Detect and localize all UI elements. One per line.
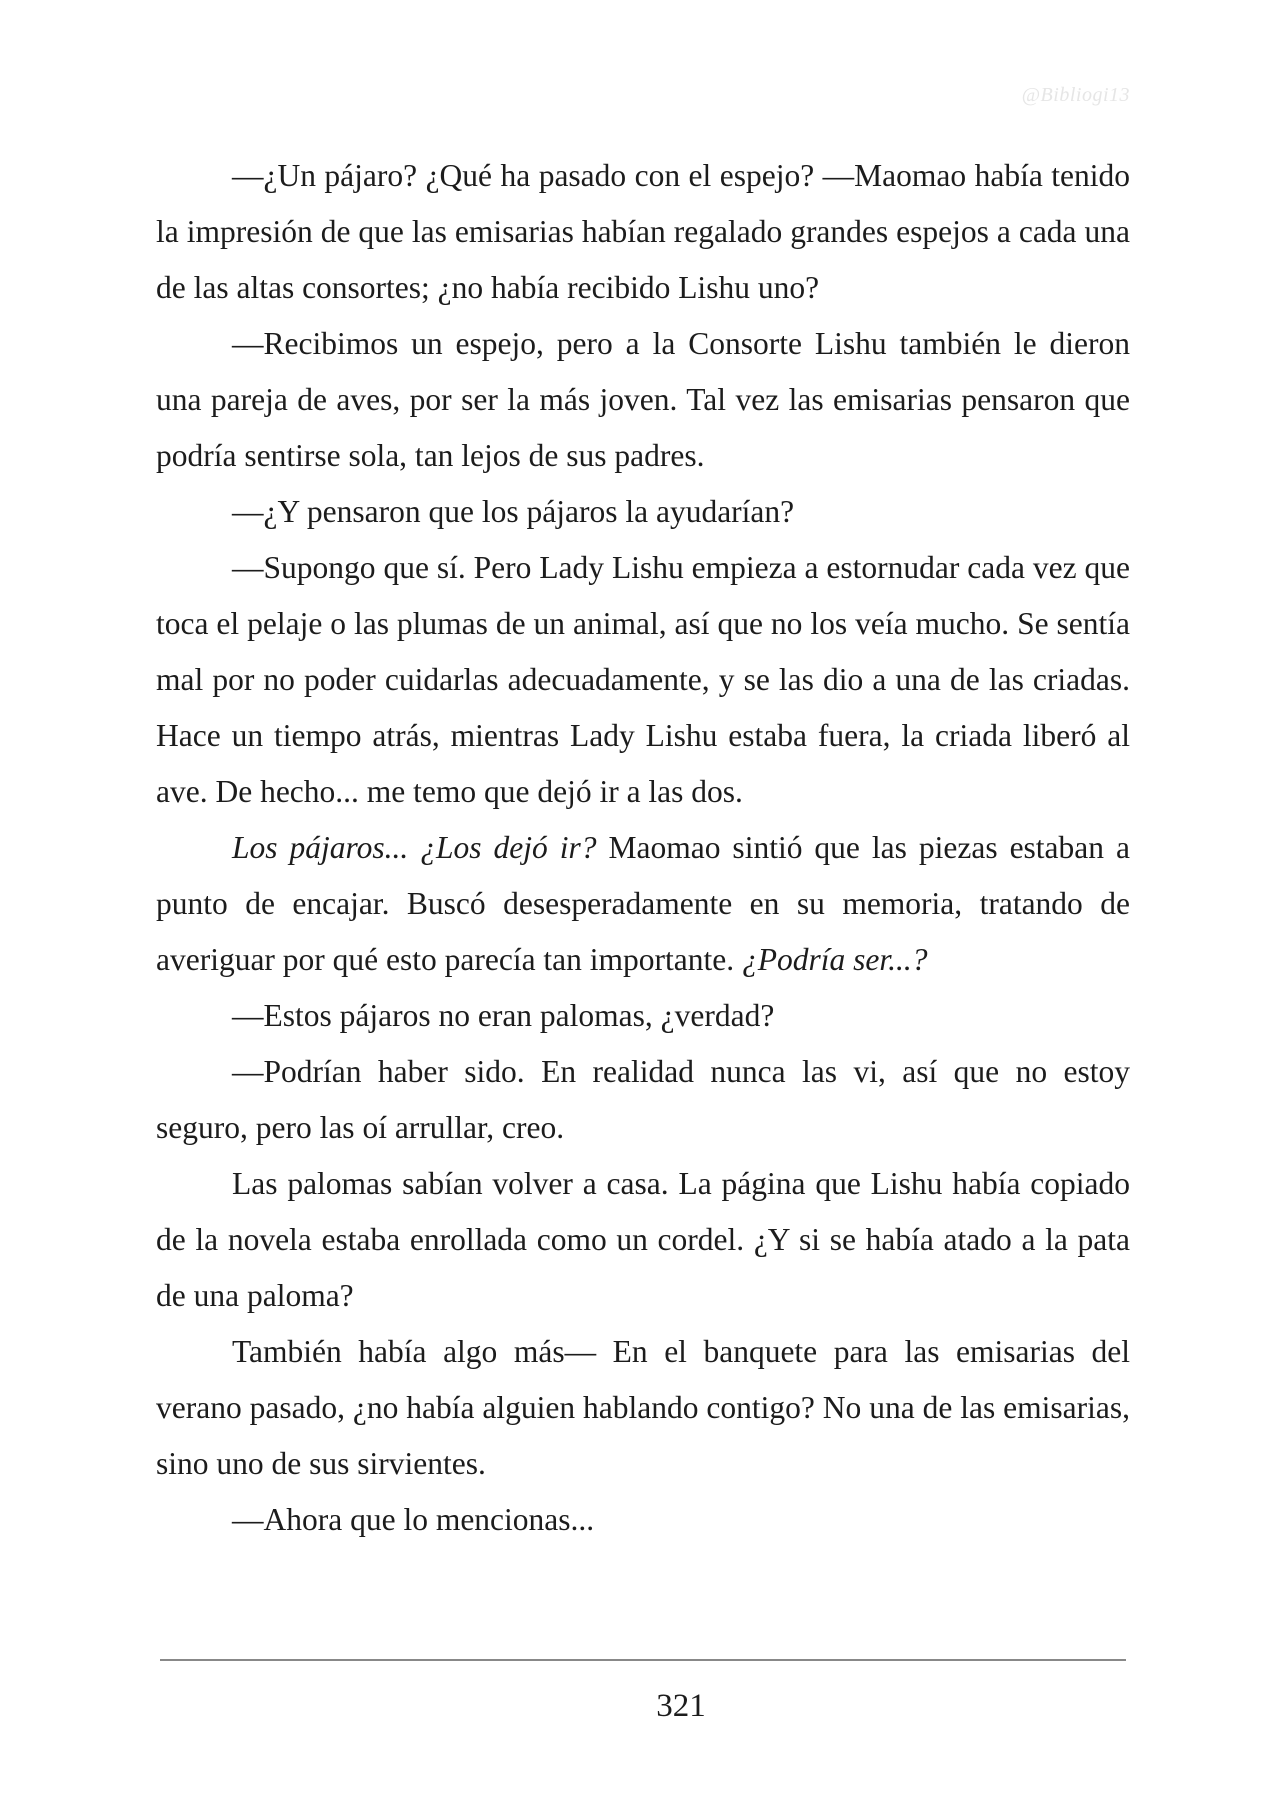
text-segment: —Podrían haber sido. En realidad nunca las vi, así que no estoy seguro, pero las oí arrullar, creo. xyxy=(156,1054,1130,1145)
text-segment: —¿Y pensaron que los pájaros la ayudarían? xyxy=(232,494,795,529)
text-segment: Las palomas sabían volver a casa. La página que Lishu había copiado de la novela estaba enrollada como un cordel. ¿Y si se había atado a la pata de una paloma? xyxy=(156,1166,1130,1313)
paragraph xyxy=(156,148,1130,316)
text-segment: También había algo más— En el banquete para las emisarias del verano pasado, ¿no había alguien hablando contigo? No una de las emisarias, sino uno de sus sirvientes. xyxy=(156,1334,1130,1481)
paragraph xyxy=(156,1156,1130,1324)
paragraph xyxy=(156,988,1130,1044)
page-body xyxy=(156,148,1130,1548)
paragraph xyxy=(156,484,1130,540)
watermark: @Bibliogi13 xyxy=(1021,84,1130,106)
paragraph xyxy=(156,540,1130,820)
text-segment: —Estos pájaros no eran palomas, ¿verdad? xyxy=(232,998,775,1033)
italic-thought: ¿Podría ser...? xyxy=(742,942,928,977)
text-segment: —Recibimos un espejo, pero a la Consorte Lishu también le dieron una pareja de aves, por ser la más joven. Tal vez las emisarias pensaron que podría sentirse sola, tan lejos de sus padres. xyxy=(156,326,1130,473)
paragraph xyxy=(156,1044,1130,1156)
paragraph xyxy=(156,1324,1130,1492)
text-segment: —Ahora que lo mencionas... xyxy=(232,1502,595,1537)
paragraph xyxy=(156,820,1130,988)
text-segment: —¿Un pájaro? ¿Qué ha pasado con el espejo? —Maomao había tenido la impresión de que las emisarias habían regalado grandes espejos a cada una de las altas consortes; ¿no había recibido Lishu uno? xyxy=(156,158,1130,305)
paragraph xyxy=(156,1492,1130,1548)
text-segment: Maomao sintió que las piezas estaban a punto de encajar. Buscó desesperadamente en su memoria, tratando de averiguar por qué esto parecía tan importante. xyxy=(156,830,1130,977)
paragraph xyxy=(156,316,1130,484)
footer-divider xyxy=(160,1659,1126,1661)
page-number: 321 xyxy=(656,1688,706,1724)
text-segment: —Supongo que sí. Pero Lady Lishu empieza a estornudar cada vez que toca el pelaje o las plumas de un animal, así que no los veía mucho. Se sentía mal por no poder cuidarlas adecuadamente, y se las dio a una de las criadas. Hace un tiempo atrás, mientras Lady Lishu estaba fuera, la criada liberó al ave. De hecho... me temo que dejó ir a las dos. xyxy=(156,550,1130,809)
italic-thought: Los pájaros... ¿Los dejó ir? xyxy=(232,830,597,865)
